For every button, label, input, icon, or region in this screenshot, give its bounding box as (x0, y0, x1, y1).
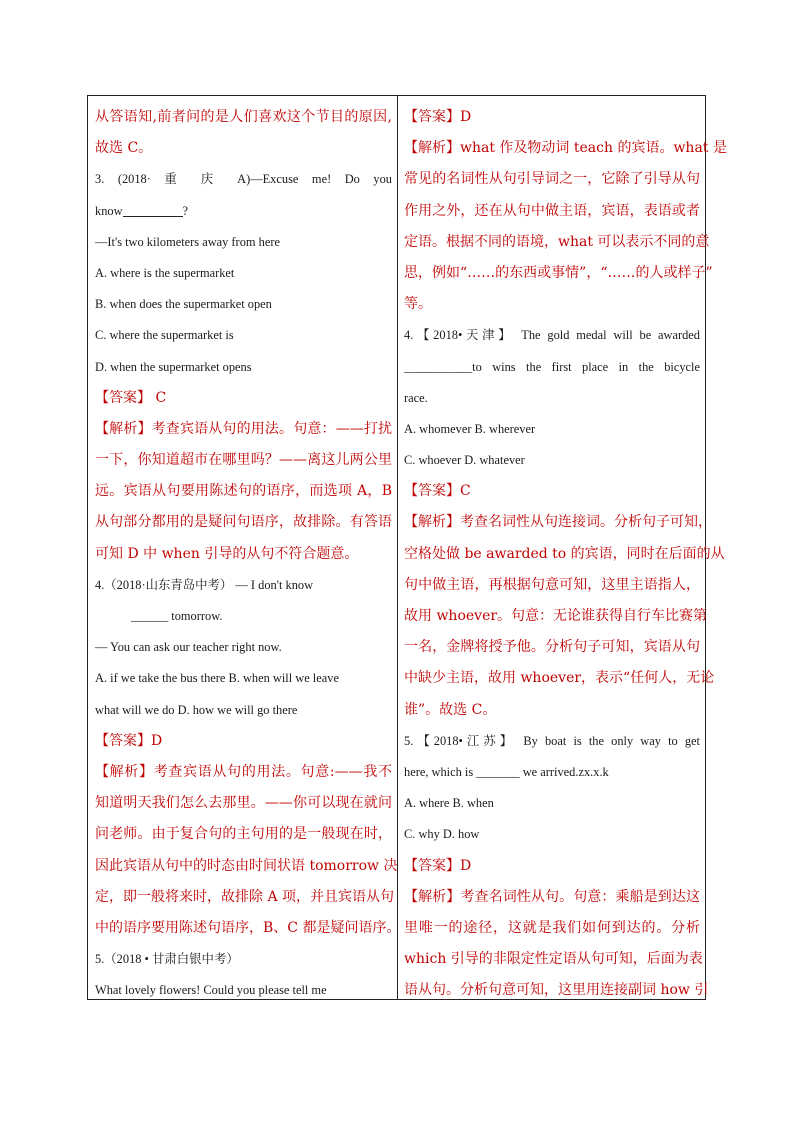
analysis-line: 空格处做 be awarded to 的宾语，同时在后面的从 (404, 545, 725, 562)
options-cd: C. whoever D. whatever (404, 453, 525, 468)
answer-line: 【答案】 C (95, 389, 167, 406)
question-3-reply: —It's two kilometers away from here (95, 234, 280, 249)
option-b: B. when does the supermarket open (95, 297, 272, 312)
question-4-text: race. (404, 390, 428, 405)
question-4-blank-line: ___________to wins the first place in the bicycle (404, 359, 700, 374)
analysis-line: 定语。根据不同的语境，what 可以表示不同的意 (404, 233, 710, 250)
answer-blank (123, 202, 183, 217)
right-column (398, 96, 727, 999)
analysis-line: 里唯一的途径，这就是我们如何到达的。分析 (404, 919, 700, 936)
analysis-line: which 引导的非限定性定语从句可知，后面为表 (404, 951, 703, 968)
analysis-line: 谁”。故选 C。 (404, 701, 497, 718)
question-5-heading: 5.（2018 • 甘肃白银中考） (95, 952, 239, 967)
options-ab: A. where B. when (404, 796, 494, 811)
question-4-reply: — You can ask our teacher right now. (95, 640, 282, 655)
options-cd: C. why D. how (404, 827, 480, 842)
question-4-heading: 4.【2018•天津】 The gold medal will be awarded (404, 328, 700, 343)
question-3-blank-line: know ? (95, 203, 189, 218)
answer-table (87, 95, 727, 1000)
options-ab: A. whomever B. wherever (404, 421, 536, 436)
question-5-heading: 5.【2018•江苏】 By boat is the only way to get (404, 733, 700, 748)
answer-line: 【答案】D (404, 109, 472, 125)
analysis-line: 【解析】考查名词性从句。句意：乘船是到达这 (404, 888, 701, 905)
analysis-line: 故用 whoever。句意：无论谁获得自行车比赛第 (404, 608, 708, 624)
analysis-line: 等。 (404, 296, 432, 313)
question-4-blank-line: ______ tomorrow. (131, 609, 223, 623)
analysis-line: 【解析】what 作及物动词 teach 的宾语。what 是 (404, 140, 727, 157)
option-a: A. where is the supermarket (95, 265, 235, 280)
analysis-line: 从句部分都用的是疑问句语序，故排除。有答语 (95, 514, 392, 531)
analysis-line: 中缺少主语，故用 whoever，表示“任何人，无论 (404, 670, 715, 687)
analysis-line: 一下，你知道超市在哪里吗？——离这儿两公里 (95, 452, 392, 469)
analysis-line: 定，即一般将来时，故排除 A 项，并且宾语从句 (95, 888, 395, 905)
answer-line: 【答案】D (95, 732, 163, 749)
question-3-heading: 3. (2018· 重 庆 A)—Excuse me! Do you (95, 172, 392, 187)
analysis-line: 句中做主语，再根据句意可知，这里主语指人， (404, 576, 700, 593)
analysis-line: 知道明天我们怎么去那里。——你可以现在就问 (95, 795, 392, 812)
analysis-line: 一名，金牌将授予他。分析句子可知，宾语从句 (404, 639, 700, 656)
text-line: 从答语知,前者问的是人们喜欢这个节目的原因, (95, 109, 392, 125)
analysis-line: 因此宾语从句中的时态由时间状语 tomorrow 决 (95, 857, 398, 874)
analysis-line: 常见的名词性从句引导词之一，它除了引导从句 (404, 171, 700, 188)
options-ab: A. if we take the bus there B. when will we leave (95, 671, 339, 686)
analysis-line: 【解析】考查宾语从句的用法。句意:——我不 (95, 763, 393, 780)
question-5-blank-line: here, which is _______ we arrived.zx.x.k (404, 764, 609, 779)
options-cd: what will we do D. how we will go there (95, 702, 298, 717)
option-c: C. where the supermarket is (95, 328, 234, 343)
analysis-line: 【解析】考查宾语从句的用法。句意：——打扰 (95, 420, 393, 437)
analysis-line: 可知 D 中 when 引导的从句不符合题意。 (95, 545, 359, 562)
text-line: 故选 C。 (95, 140, 153, 157)
analysis-line: 语从句。分析句意可知，这里用连接副词 how 引 (404, 982, 709, 999)
answer-line: 【答案】D (404, 857, 472, 874)
question-4-heading: 4.（2018·山东青岛中考） — I don't know (95, 577, 314, 592)
analysis-line: 作用之外，还在从句中做主语，宾语，表语或者 (404, 202, 700, 219)
question-5-text: What lovely flowers! Could you please tell me (95, 983, 327, 998)
analysis-line: 思，例如“……的东西或事情”，“……的人或样子” (404, 264, 713, 281)
answer-line: 【答案】C (404, 483, 471, 500)
left-column (88, 96, 401, 999)
analysis-line: 远。宾语从句要用陈述句的语序，而选项 A，B (95, 483, 392, 500)
analysis-line: 中的语序要用陈述句语序，B、C 都是疑问语序。 (95, 919, 401, 936)
option-d: D. when the supermarket opens (95, 359, 252, 374)
analysis-line: 【解析】考查名词性从句连接词。分析句子可知， (404, 514, 712, 531)
analysis-line: 问老师。由于复合句的主句用的是一般现在时， (95, 826, 392, 843)
